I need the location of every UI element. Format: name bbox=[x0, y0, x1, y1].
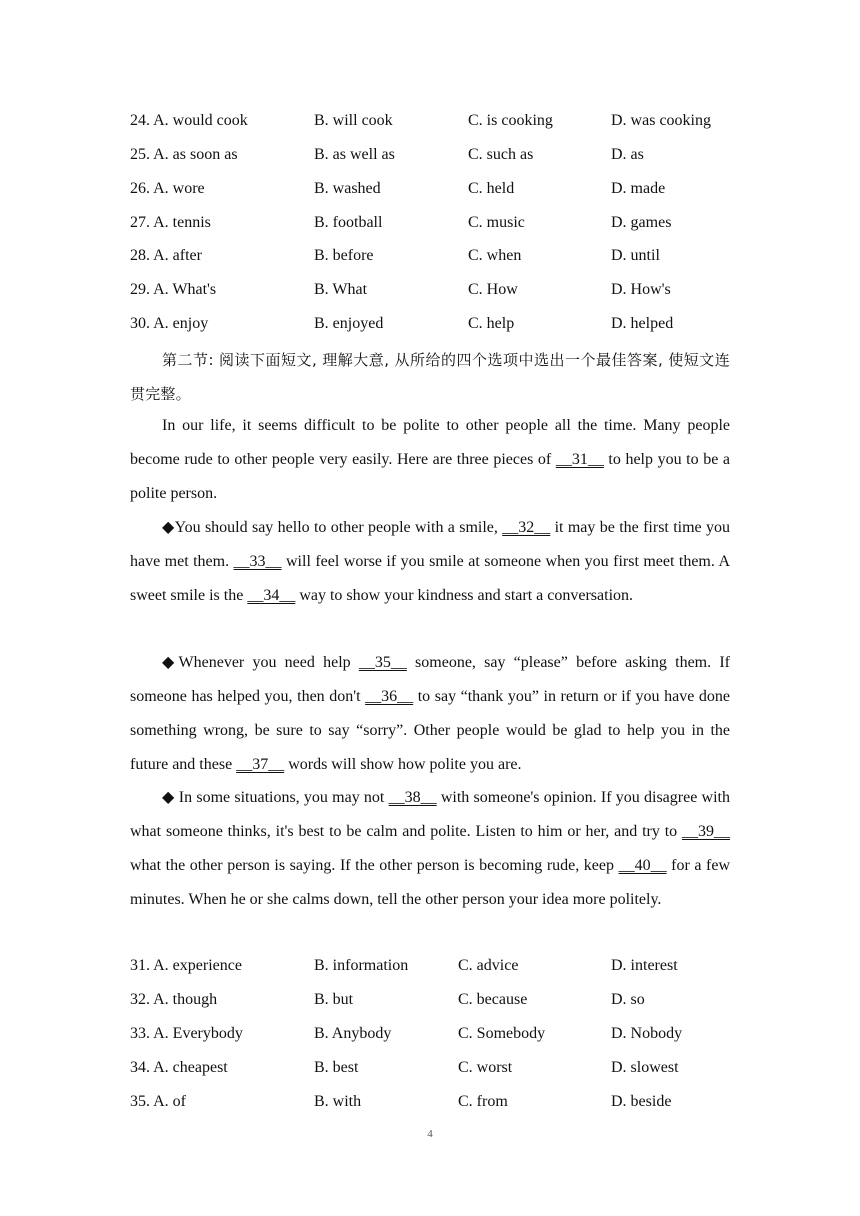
option-c: C. worst bbox=[458, 1059, 513, 1076]
option-row-30 bbox=[130, 311, 730, 337]
passage-text: for a few minutes. When he or she calms down, tell the other person your idea more politely. bbox=[130, 857, 730, 908]
option-d: D. How's bbox=[611, 281, 671, 298]
blank-38: __38__ bbox=[388, 789, 437, 806]
option-a: 31. A. experience bbox=[130, 957, 242, 974]
option-a: 29. A. What's bbox=[130, 281, 217, 298]
option-c: C. music bbox=[468, 214, 525, 231]
passage-text: what the other person is saying. If the other person is becoming rude, keep bbox=[130, 857, 619, 874]
blank-35: __35__ bbox=[358, 654, 407, 671]
passage-paragraph-3 bbox=[130, 646, 730, 782]
option-c: C. is cooking bbox=[468, 112, 553, 129]
passage-text: ◆ In some situations, you may not bbox=[162, 789, 389, 806]
option-b: B. with bbox=[314, 1093, 362, 1110]
option-d: D. made bbox=[611, 180, 666, 197]
passage-text: it may be the first time you have met them. bbox=[130, 519, 730, 570]
page-number: 4 bbox=[427, 1128, 433, 1140]
passage-text: will feel worse if you smile at someone when you first meet them. A sweet smile is the bbox=[130, 553, 731, 604]
option-c: C. How bbox=[468, 281, 518, 298]
passage-text: words will show how polite you are. bbox=[284, 756, 522, 773]
option-row-31 bbox=[130, 953, 730, 979]
passage-text: someone, say “please” before asking them. If someone has helped you, then don't bbox=[130, 654, 730, 705]
blank-39: __39__ bbox=[682, 823, 730, 840]
option-a: 24. A. would cook bbox=[130, 112, 248, 129]
passage-paragraph-2 bbox=[130, 511, 730, 613]
passage-text: ◆You should say hello to other people with a smile, bbox=[162, 519, 503, 536]
blank-32: __32__ bbox=[502, 519, 551, 536]
option-b: B. best bbox=[314, 1059, 359, 1076]
option-b: B. football bbox=[314, 214, 383, 231]
option-a: 34. A. cheapest bbox=[130, 1059, 228, 1076]
option-c: C. Somebody bbox=[458, 1025, 546, 1042]
blank-33: __33__ bbox=[233, 553, 282, 570]
option-a: 30. A. enjoy bbox=[130, 315, 209, 332]
passage-text: In our life, it seems difficult to be polite to other people all the time. Many people become rude to other people very easily. Here are three pieces of bbox=[130, 417, 730, 468]
blank-34: __34__ bbox=[247, 587, 296, 604]
option-b: B. but bbox=[314, 991, 354, 1008]
option-row-32 bbox=[130, 987, 730, 1013]
blank-40: __40__ bbox=[618, 857, 667, 874]
passage-paragraph-1 bbox=[130, 409, 730, 511]
option-b: B. before bbox=[314, 247, 374, 264]
option-a: 33. A. Everybody bbox=[130, 1025, 243, 1042]
option-a: 25. A. as soon as bbox=[130, 146, 238, 163]
option-row-35 bbox=[130, 1089, 730, 1115]
option-c: C. advice bbox=[458, 957, 519, 974]
option-row-25 bbox=[130, 142, 730, 168]
option-c: C. when bbox=[468, 247, 522, 264]
blank-31: __31__ bbox=[555, 451, 604, 468]
option-a: 35. A. of bbox=[130, 1093, 186, 1110]
option-d: D. Nobody bbox=[611, 1025, 683, 1042]
option-row-33 bbox=[130, 1021, 730, 1047]
passage-text: to help you to be a polite person. bbox=[130, 451, 731, 502]
option-b: B. washed bbox=[314, 180, 381, 197]
section-heading: 第二节: 阅读下面短文, 理解大意, 从所给的四个选项中选出一个最佳答案, 使短文连贯完整。 bbox=[130, 351, 730, 403]
passage-paragraph-4 bbox=[130, 781, 730, 917]
option-c: C. because bbox=[458, 991, 528, 1008]
option-a: 26. A. wore bbox=[130, 180, 205, 197]
option-d: D. interest bbox=[611, 957, 678, 974]
option-c: C. from bbox=[458, 1093, 508, 1110]
blank-37: __37__ bbox=[236, 756, 285, 773]
option-a: 27. A. tennis bbox=[130, 214, 211, 231]
passage-text: with someone's opinion. If you disagree with what someone thinks, it's best to be calm and polite. Listen to him or her, and try to bbox=[130, 789, 730, 840]
blank-36: __36__ bbox=[365, 688, 414, 705]
option-row-26 bbox=[130, 176, 730, 202]
option-b: B. enjoyed bbox=[314, 315, 384, 332]
option-d: D. beside bbox=[611, 1093, 672, 1110]
option-d: D. slowest bbox=[611, 1059, 679, 1076]
option-d: D. so bbox=[611, 991, 645, 1008]
passage-text: way to show your kindness and start a conversation. bbox=[295, 587, 634, 604]
option-d: D. until bbox=[611, 247, 660, 264]
passage-text: to say “thank you” in return or if you have done something wrong, be sure to say “sorry”. Other people would be glad to help you in the future and these bbox=[130, 688, 731, 773]
option-c: C. held bbox=[468, 180, 515, 197]
option-b: B. What bbox=[314, 281, 368, 298]
option-row-34 bbox=[130, 1055, 730, 1081]
option-b: B. as well as bbox=[314, 146, 395, 163]
option-d: D. helped bbox=[611, 315, 674, 332]
option-d: D. games bbox=[611, 214, 672, 231]
option-a: 32. A. though bbox=[130, 991, 218, 1008]
option-b: B. will cook bbox=[314, 112, 393, 129]
option-d: D. as bbox=[611, 146, 644, 163]
option-b: B. Anybody bbox=[314, 1025, 392, 1042]
option-row-29 bbox=[130, 277, 730, 303]
option-a: 28. A. after bbox=[130, 247, 202, 264]
option-row-28 bbox=[130, 243, 730, 269]
option-row-24 bbox=[130, 108, 730, 134]
option-c: C. such as bbox=[468, 146, 534, 163]
passage-text: ◆Whenever you need help bbox=[162, 654, 359, 671]
option-c: C. help bbox=[468, 315, 515, 332]
option-d: D. was cooking bbox=[611, 112, 711, 129]
option-row-27 bbox=[130, 210, 730, 236]
option-b: B. information bbox=[314, 957, 409, 974]
